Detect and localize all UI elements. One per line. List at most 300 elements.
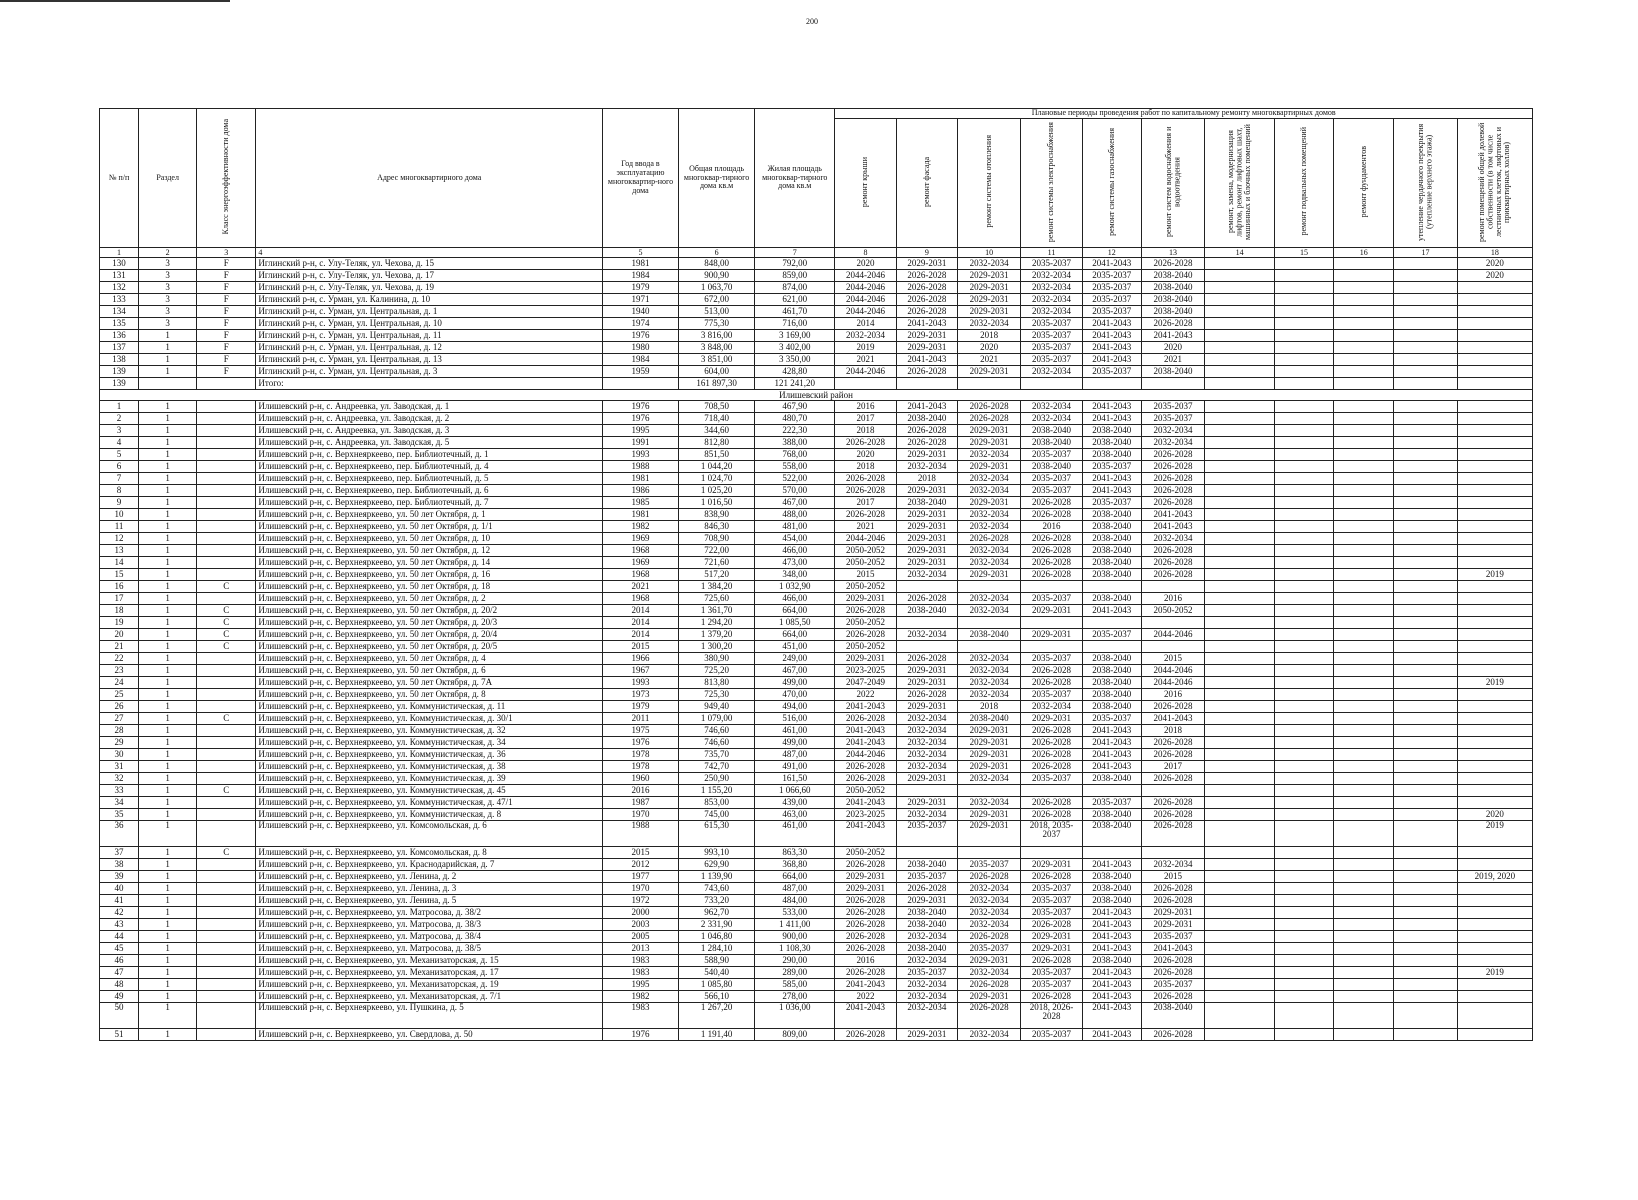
cell-heating: 2032-2034 bbox=[957, 689, 1020, 701]
cell-energy-class bbox=[197, 437, 256, 449]
cell-address: Илишевский р-н, с. Верхнеяркеево, ул. Матросова, д. 38/2 bbox=[256, 907, 603, 919]
cell-common bbox=[1457, 282, 1532, 294]
cell-year: 1970 bbox=[602, 883, 678, 895]
cell-common bbox=[1457, 773, 1532, 785]
cell-total-area: 848,00 bbox=[679, 258, 755, 270]
cell-electric bbox=[1021, 581, 1082, 593]
cell-gas: 2038-2040 bbox=[1082, 665, 1141, 677]
cell-common bbox=[1457, 713, 1532, 725]
cell-basement bbox=[1274, 401, 1333, 413]
cell-electric: 2029-2031 bbox=[1021, 629, 1082, 641]
cell-facade: 2041-2043 bbox=[896, 318, 957, 330]
cell-basement bbox=[1274, 943, 1333, 955]
cell-address: Илишевский р-н, с. Верхнеяркеево, ул. 50 лет Октября, д. 6 bbox=[256, 665, 603, 677]
cell-living-area: 499,00 bbox=[755, 677, 835, 689]
cell-total-area: 725,30 bbox=[679, 689, 755, 701]
cell-year: 2021 bbox=[602, 581, 678, 593]
cell-energy-class bbox=[197, 593, 256, 605]
cell-living-area: 494,00 bbox=[755, 701, 835, 713]
cell-num: 10 bbox=[100, 509, 139, 521]
cell-water: 2029-2031 bbox=[1141, 919, 1204, 931]
cell-foundation bbox=[1334, 318, 1394, 330]
cell-electric bbox=[1021, 378, 1082, 390]
cell-foundation bbox=[1334, 569, 1394, 581]
cell-energy-class bbox=[197, 907, 256, 919]
cell-heating: 2029-2031 bbox=[957, 749, 1020, 761]
cell-energy-class bbox=[197, 509, 256, 521]
cell-common bbox=[1457, 557, 1532, 569]
cell-gas: 2035-2037 bbox=[1082, 306, 1141, 318]
cell-energy-class: C bbox=[197, 847, 256, 859]
cell-common: 2019 bbox=[1457, 967, 1532, 979]
cell-total-area: 1 016,50 bbox=[679, 497, 755, 509]
cell-basement bbox=[1274, 955, 1333, 967]
cell-num: 42 bbox=[100, 907, 139, 919]
cell-foundation bbox=[1334, 354, 1394, 366]
cell-living-area: 467,00 bbox=[755, 665, 835, 677]
cell-attic bbox=[1394, 521, 1457, 533]
cell-address: Илишевский р-н, с. Верхнеяркеево, ул. 50 лет Октября, д. 7А bbox=[256, 677, 603, 689]
cell-heating bbox=[957, 785, 1020, 797]
cell-lifts bbox=[1205, 449, 1275, 461]
cell-roof: 2044-2046 bbox=[835, 306, 896, 318]
cell-water: 2038-2040 bbox=[1141, 306, 1204, 318]
cell-facade: 2029-2031 bbox=[896, 485, 957, 497]
cell-attic bbox=[1394, 378, 1457, 390]
cell-num: 28 bbox=[100, 725, 139, 737]
cell-living-area: 1 108,30 bbox=[755, 943, 835, 955]
table-row bbox=[100, 967, 1533, 979]
col-header-attic bbox=[1394, 119, 1457, 248]
cell-attic bbox=[1394, 859, 1457, 871]
cell-basement bbox=[1274, 677, 1333, 689]
cell-total-area: 775,30 bbox=[679, 318, 755, 330]
cell-roof: 2016 bbox=[835, 401, 896, 413]
cell-energy-class bbox=[197, 461, 256, 473]
cell-roof: 2041-2043 bbox=[835, 701, 896, 713]
cell-address: Иглинский р-н, с. Урман, ул. Центральная, д. 11 bbox=[256, 330, 603, 342]
cell-section: 1 bbox=[139, 785, 197, 797]
cell-living-area: 491,00 bbox=[755, 761, 835, 773]
cell-address: Илишевский р-н, с. Верхнеяркеево, пер. Библиотечный, д. 5 bbox=[256, 473, 603, 485]
cell-section: 1 bbox=[139, 485, 197, 497]
cell-year: 2012 bbox=[602, 859, 678, 871]
cell-gas: 2041-2043 bbox=[1082, 725, 1141, 737]
cell-roof: 2026-2028 bbox=[835, 713, 896, 725]
cell-total-area: 993,10 bbox=[679, 847, 755, 859]
cell-facade: 2029-2031 bbox=[896, 895, 957, 907]
cell-gas: 2041-2043 bbox=[1082, 967, 1141, 979]
cell-water: 2044-2046 bbox=[1141, 629, 1204, 641]
cell-facade: 2029-2031 bbox=[896, 258, 957, 270]
cell-attic bbox=[1394, 809, 1457, 821]
table-header bbox=[100, 109, 1533, 248]
cell-roof: 2026-2028 bbox=[835, 895, 896, 907]
cell-roof: 2041-2043 bbox=[835, 821, 896, 847]
cell-water: 2015 bbox=[1141, 871, 1204, 883]
cell-total-area: 250,90 bbox=[679, 773, 755, 785]
cell-living-area: 278,00 bbox=[755, 991, 835, 1003]
cell-address: Иглинский р-н, с. Улу-Теляк, ул. Чехова, д. 17 bbox=[256, 270, 603, 282]
cell-roof: 2041-2043 bbox=[835, 1003, 896, 1029]
cell-water: 2026-2028 bbox=[1141, 449, 1204, 461]
cell-foundation bbox=[1334, 979, 1394, 991]
cell-basement bbox=[1274, 330, 1333, 342]
cell-total-area: 949,40 bbox=[679, 701, 755, 713]
table-row bbox=[100, 629, 1533, 641]
cell-lifts bbox=[1205, 641, 1275, 653]
cell-basement bbox=[1274, 270, 1333, 282]
cell-gas: 2041-2043 bbox=[1082, 485, 1141, 497]
table-row bbox=[100, 737, 1533, 749]
cell-electric: 2026-2028 bbox=[1021, 737, 1082, 749]
cell-gas: 2035-2037 bbox=[1082, 294, 1141, 306]
cell-roof: 2050-2052 bbox=[835, 545, 896, 557]
cell-common: 2019, 2020 bbox=[1457, 871, 1532, 883]
cell-electric: 2035-2037 bbox=[1021, 330, 1082, 342]
cell-heating: 2032-2034 bbox=[957, 1029, 1020, 1041]
cell-lifts bbox=[1205, 847, 1275, 859]
cell-water: 2020 bbox=[1141, 342, 1204, 354]
cell-common bbox=[1457, 605, 1532, 617]
cell-gas: 2038-2040 bbox=[1082, 593, 1141, 605]
page-number: 200 bbox=[806, 17, 818, 26]
cell-gas: 12 bbox=[1082, 248, 1141, 258]
cell-facade: 2038-2040 bbox=[896, 859, 957, 871]
cell-lifts bbox=[1205, 497, 1275, 509]
cell-gas: 2038-2040 bbox=[1082, 425, 1141, 437]
cell-address: Илишевский р-н, с. Верхнеяркеево, ул. Коммунистическая, д. 36 bbox=[256, 749, 603, 761]
cell-roof: 2032-2034 bbox=[835, 330, 896, 342]
cell-living-area: 621,00 bbox=[755, 294, 835, 306]
cell-facade bbox=[896, 378, 957, 390]
cell-water: 2029-2031 bbox=[1141, 907, 1204, 919]
cell-num: 29 bbox=[100, 737, 139, 749]
cell-year: 1966 bbox=[602, 653, 678, 665]
cell-facade bbox=[896, 581, 957, 593]
cell-year: 1995 bbox=[602, 979, 678, 991]
cell-foundation bbox=[1334, 270, 1394, 282]
cell-common bbox=[1457, 318, 1532, 330]
cell-foundation bbox=[1334, 737, 1394, 749]
cell-lifts bbox=[1205, 749, 1275, 761]
col-header-electric bbox=[1021, 119, 1082, 248]
cell-facade: 2032-2034 bbox=[896, 955, 957, 967]
cell-electric bbox=[1021, 641, 1082, 653]
cell-electric: 2026-2028 bbox=[1021, 797, 1082, 809]
table-row bbox=[100, 270, 1533, 282]
cell-gas: 2038-2040 bbox=[1082, 557, 1141, 569]
cell-heating: 2026-2028 bbox=[957, 979, 1020, 991]
cell-address: Илишевский р-н, с. Верхнеяркеево, ул. Комсомольская, д. 6 bbox=[256, 821, 603, 847]
cell-roof: 2026-2028 bbox=[835, 629, 896, 641]
cell-living-area: 3 350,00 bbox=[755, 354, 835, 366]
cell-common bbox=[1457, 979, 1532, 991]
cell-lifts bbox=[1205, 521, 1275, 533]
cell-total-area: 540,40 bbox=[679, 967, 755, 979]
cell-section: 1 bbox=[139, 1029, 197, 1041]
cell-attic bbox=[1394, 509, 1457, 521]
cell-heating: 2032-2034 bbox=[957, 485, 1020, 497]
cell-heating: 10 bbox=[957, 248, 1020, 258]
cell-gas: 2035-2037 bbox=[1082, 497, 1141, 509]
cell-water: 2026-2028 bbox=[1141, 967, 1204, 979]
cell-attic bbox=[1394, 461, 1457, 473]
table-row bbox=[100, 785, 1533, 797]
cell-facade bbox=[896, 847, 957, 859]
cell-living-area: 792,00 bbox=[755, 258, 835, 270]
cell-heating: 2038-2040 bbox=[957, 629, 1020, 641]
cell-lifts bbox=[1205, 725, 1275, 737]
cell-foundation bbox=[1334, 847, 1394, 859]
cell-living-area: 585,00 bbox=[755, 979, 835, 991]
cell-section: 1 bbox=[139, 991, 197, 1003]
cell-common bbox=[1457, 641, 1532, 653]
cell-heating: 2032-2034 bbox=[957, 449, 1020, 461]
cell-heating: 2032-2034 bbox=[957, 258, 1020, 270]
col-header-energy-label: Класс энергоэффективности дома bbox=[221, 118, 231, 235]
cell-foundation bbox=[1334, 485, 1394, 497]
cell-num: 12 bbox=[100, 533, 139, 545]
cell-address: Илишевский р-н, с. Верхнеяркеево, ул. Коммунистическая, д. 8 bbox=[256, 809, 603, 821]
cell-common: 2019 bbox=[1457, 677, 1532, 689]
cell-living-area: 461,70 bbox=[755, 306, 835, 318]
cell-heating: 2032-2034 bbox=[957, 665, 1020, 677]
cell-basement bbox=[1274, 1003, 1333, 1029]
cell-living-area: 480,70 bbox=[755, 413, 835, 425]
cell-basement bbox=[1274, 497, 1333, 509]
cell-lifts bbox=[1205, 943, 1275, 955]
cell-year: 1983 bbox=[602, 955, 678, 967]
cell-heating: 2032-2034 bbox=[957, 797, 1020, 809]
cell-num: 40 bbox=[100, 883, 139, 895]
cell-section: 1 bbox=[139, 883, 197, 895]
cell-gas: 2041-2043 bbox=[1082, 761, 1141, 773]
cell-lifts bbox=[1205, 306, 1275, 318]
cell-total-area: 846,30 bbox=[679, 521, 755, 533]
cell-gas: 2035-2037 bbox=[1082, 461, 1141, 473]
cell-attic bbox=[1394, 401, 1457, 413]
cell-attic: 17 bbox=[1394, 248, 1457, 258]
cell-common bbox=[1457, 378, 1532, 390]
cell-water: 2026-2028 bbox=[1141, 821, 1204, 847]
cell-total-area: 1 384,20 bbox=[679, 581, 755, 593]
cell-common bbox=[1457, 509, 1532, 521]
cell-living-area: 466,00 bbox=[755, 593, 835, 605]
col-header-gas-label: ремонт системы газоснабжения bbox=[1106, 127, 1116, 236]
cell-gas: 2041-2043 bbox=[1082, 931, 1141, 943]
cell-total-area: 725,60 bbox=[679, 593, 755, 605]
table-row bbox=[100, 725, 1533, 737]
cell-facade: 2026-2028 bbox=[896, 653, 957, 665]
cell-roof: 2041-2043 bbox=[835, 979, 896, 991]
cell-water: 2038-2040 bbox=[1141, 282, 1204, 294]
cell-common bbox=[1457, 294, 1532, 306]
cell-living-area: 249,00 bbox=[755, 653, 835, 665]
cell-heating: 2032-2034 bbox=[957, 919, 1020, 931]
cell-num: 48 bbox=[100, 979, 139, 991]
cell-electric: 2029-2031 bbox=[1021, 605, 1082, 617]
cell-num: 5 bbox=[100, 449, 139, 461]
cell-year: 1984 bbox=[602, 354, 678, 366]
cell-foundation bbox=[1334, 449, 1394, 461]
cell-energy-class bbox=[197, 473, 256, 485]
cell-total-area: 1 063,70 bbox=[679, 282, 755, 294]
cell-basement bbox=[1274, 449, 1333, 461]
cell-electric: 2032-2034 bbox=[1021, 306, 1082, 318]
cell-section: 2 bbox=[139, 248, 197, 258]
cell-roof: 2026-2028 bbox=[835, 931, 896, 943]
cell-address: Илишевский р-н, с. Верхнеяркеево, ул. Механизаторская, д. 15 bbox=[256, 955, 603, 967]
cell-gas: 2041-2043 bbox=[1082, 258, 1141, 270]
cell-energy-class bbox=[197, 653, 256, 665]
cell-num: 131 bbox=[100, 270, 139, 282]
cell-attic bbox=[1394, 761, 1457, 773]
cell-common bbox=[1457, 354, 1532, 366]
cell-water: 2041-2043 bbox=[1141, 943, 1204, 955]
cell-section: 1 bbox=[139, 401, 197, 413]
cell-foundation bbox=[1334, 641, 1394, 653]
cell-foundation bbox=[1334, 931, 1394, 943]
cell-gas: 2038-2040 bbox=[1082, 773, 1141, 785]
cell-section: 1 bbox=[139, 557, 197, 569]
cell-num: 38 bbox=[100, 859, 139, 871]
cell-basement bbox=[1274, 641, 1333, 653]
cell-water: 2026-2028 bbox=[1141, 737, 1204, 749]
cell-basement bbox=[1274, 342, 1333, 354]
cell-total-area: 672,00 bbox=[679, 294, 755, 306]
cell-foundation bbox=[1334, 773, 1394, 785]
cell-facade: 2029-2031 bbox=[896, 545, 957, 557]
cell-basement bbox=[1274, 701, 1333, 713]
cell-section: 1 bbox=[139, 773, 197, 785]
cell-address: Илишевский р-н, с. Верхнеяркеево, ул. 50 лет Октября, д. 18 bbox=[256, 581, 603, 593]
cell-attic bbox=[1394, 737, 1457, 749]
cell-electric: 2035-2037 bbox=[1021, 342, 1082, 354]
cell-electric: 11 bbox=[1021, 248, 1082, 258]
cell-living-area: 3 169,00 bbox=[755, 330, 835, 342]
cell-electric: 2035-2037 bbox=[1021, 967, 1082, 979]
cell-total-area: 6 bbox=[679, 248, 755, 258]
cell-heating: 2029-2031 bbox=[957, 294, 1020, 306]
header-super-row bbox=[100, 109, 1533, 119]
cell-heating: 2032-2034 bbox=[957, 473, 1020, 485]
cell-common bbox=[1457, 725, 1532, 737]
cell-living-area: 499,00 bbox=[755, 737, 835, 749]
cell-facade: 2026-2028 bbox=[896, 883, 957, 895]
cell-basement bbox=[1274, 991, 1333, 1003]
cell-attic bbox=[1394, 919, 1457, 931]
cell-water: 2015 bbox=[1141, 653, 1204, 665]
col-header-roof bbox=[835, 119, 896, 248]
cell-year: 1976 bbox=[602, 413, 678, 425]
col-header-roof-label: ремонт крыши bbox=[860, 156, 870, 207]
cell-living-area: 368,80 bbox=[755, 859, 835, 871]
cell-gas: 2038-2040 bbox=[1082, 545, 1141, 557]
cell-gas: 2038-2040 bbox=[1082, 821, 1141, 847]
cell-roof: 2026-2028 bbox=[835, 943, 896, 955]
cell-foundation bbox=[1334, 473, 1394, 485]
cell-gas: 2038-2040 bbox=[1082, 701, 1141, 713]
cell-roof: 2026-2028 bbox=[835, 967, 896, 979]
cell-energy-class bbox=[197, 859, 256, 871]
cell-electric: 2026-2028 bbox=[1021, 557, 1082, 569]
cell-common bbox=[1457, 1029, 1532, 1041]
table-row bbox=[100, 473, 1533, 485]
cell-roof: 2041-2043 bbox=[835, 737, 896, 749]
cell-year: 2003 bbox=[602, 919, 678, 931]
cell-address: Илишевский р-н, с. Верхнеяркеево, пер. Библиотечный, д. 6 bbox=[256, 485, 603, 497]
cell-section: 3 bbox=[139, 306, 197, 318]
cell-basement bbox=[1274, 859, 1333, 871]
cell-foundation bbox=[1334, 258, 1394, 270]
cell-attic bbox=[1394, 605, 1457, 617]
cell-roof: 2029-2031 bbox=[835, 883, 896, 895]
cell-attic bbox=[1394, 785, 1457, 797]
cell-total-area: 513,00 bbox=[679, 306, 755, 318]
col-header-lifts-label: ремонт, замена, модернизация лифтов, ремонт лифтовых шахт, машинных и блочных помещений bbox=[1225, 123, 1252, 240]
cell-electric: 2032-2034 bbox=[1021, 401, 1082, 413]
cell-water: 2050-2052 bbox=[1141, 605, 1204, 617]
cell-num: 25 bbox=[100, 689, 139, 701]
cell-living-area: 516,00 bbox=[755, 713, 835, 725]
cell-gas: 2041-2043 bbox=[1082, 859, 1141, 871]
cell-electric: 2032-2034 bbox=[1021, 701, 1082, 713]
cell-address: Илишевский р-н, с. Верхнеяркеево, ул. Коммунистическая, д. 38 bbox=[256, 761, 603, 773]
cell-basement bbox=[1274, 919, 1333, 931]
cell-gas: 2035-2037 bbox=[1082, 797, 1141, 809]
cell-heating: 2029-2031 bbox=[957, 725, 1020, 737]
cell-heating: 2029-2031 bbox=[957, 366, 1020, 378]
cell-section: 1 bbox=[139, 749, 197, 761]
cell-attic bbox=[1394, 497, 1457, 509]
cell-year: 1981 bbox=[602, 258, 678, 270]
cell-common bbox=[1457, 425, 1532, 437]
cell-address: Илишевский р-н, с. Верхнеяркеево, ул. 50 лет Октября, д. 10 bbox=[256, 533, 603, 545]
cell-attic bbox=[1394, 883, 1457, 895]
cell-section: 1 bbox=[139, 569, 197, 581]
cell-address: Иглинский р-н, с. Урман, ул. Центральная, д. 12 bbox=[256, 342, 603, 354]
cell-foundation bbox=[1334, 1029, 1394, 1041]
cell-lifts bbox=[1205, 629, 1275, 641]
cell-facade: 2029-2031 bbox=[896, 677, 957, 689]
cell-water: 2016 bbox=[1141, 689, 1204, 701]
cell-common bbox=[1457, 533, 1532, 545]
cell-attic bbox=[1394, 979, 1457, 991]
table-row bbox=[100, 677, 1533, 689]
cell-num: 17 bbox=[100, 593, 139, 605]
table-row bbox=[100, 497, 1533, 509]
cell-attic bbox=[1394, 701, 1457, 713]
cell-water bbox=[1141, 641, 1204, 653]
cell-facade: 2026-2028 bbox=[896, 425, 957, 437]
cell-basement bbox=[1274, 785, 1333, 797]
cell-lifts bbox=[1205, 270, 1275, 282]
table-body bbox=[100, 248, 1533, 1041]
cell-heating: 2021 bbox=[957, 354, 1020, 366]
cell-foundation: 16 bbox=[1334, 248, 1394, 258]
cell-living-area: 454,00 bbox=[755, 533, 835, 545]
cell-lifts bbox=[1205, 258, 1275, 270]
cell-gas: 2041-2043 bbox=[1082, 318, 1141, 330]
cell-attic bbox=[1394, 449, 1457, 461]
cell-facade: 2038-2040 bbox=[896, 497, 957, 509]
cell-section: 1 bbox=[139, 689, 197, 701]
cell-foundation bbox=[1334, 821, 1394, 847]
cell-year: 1988 bbox=[602, 821, 678, 847]
cell-attic bbox=[1394, 665, 1457, 677]
cell-lifts bbox=[1205, 979, 1275, 991]
